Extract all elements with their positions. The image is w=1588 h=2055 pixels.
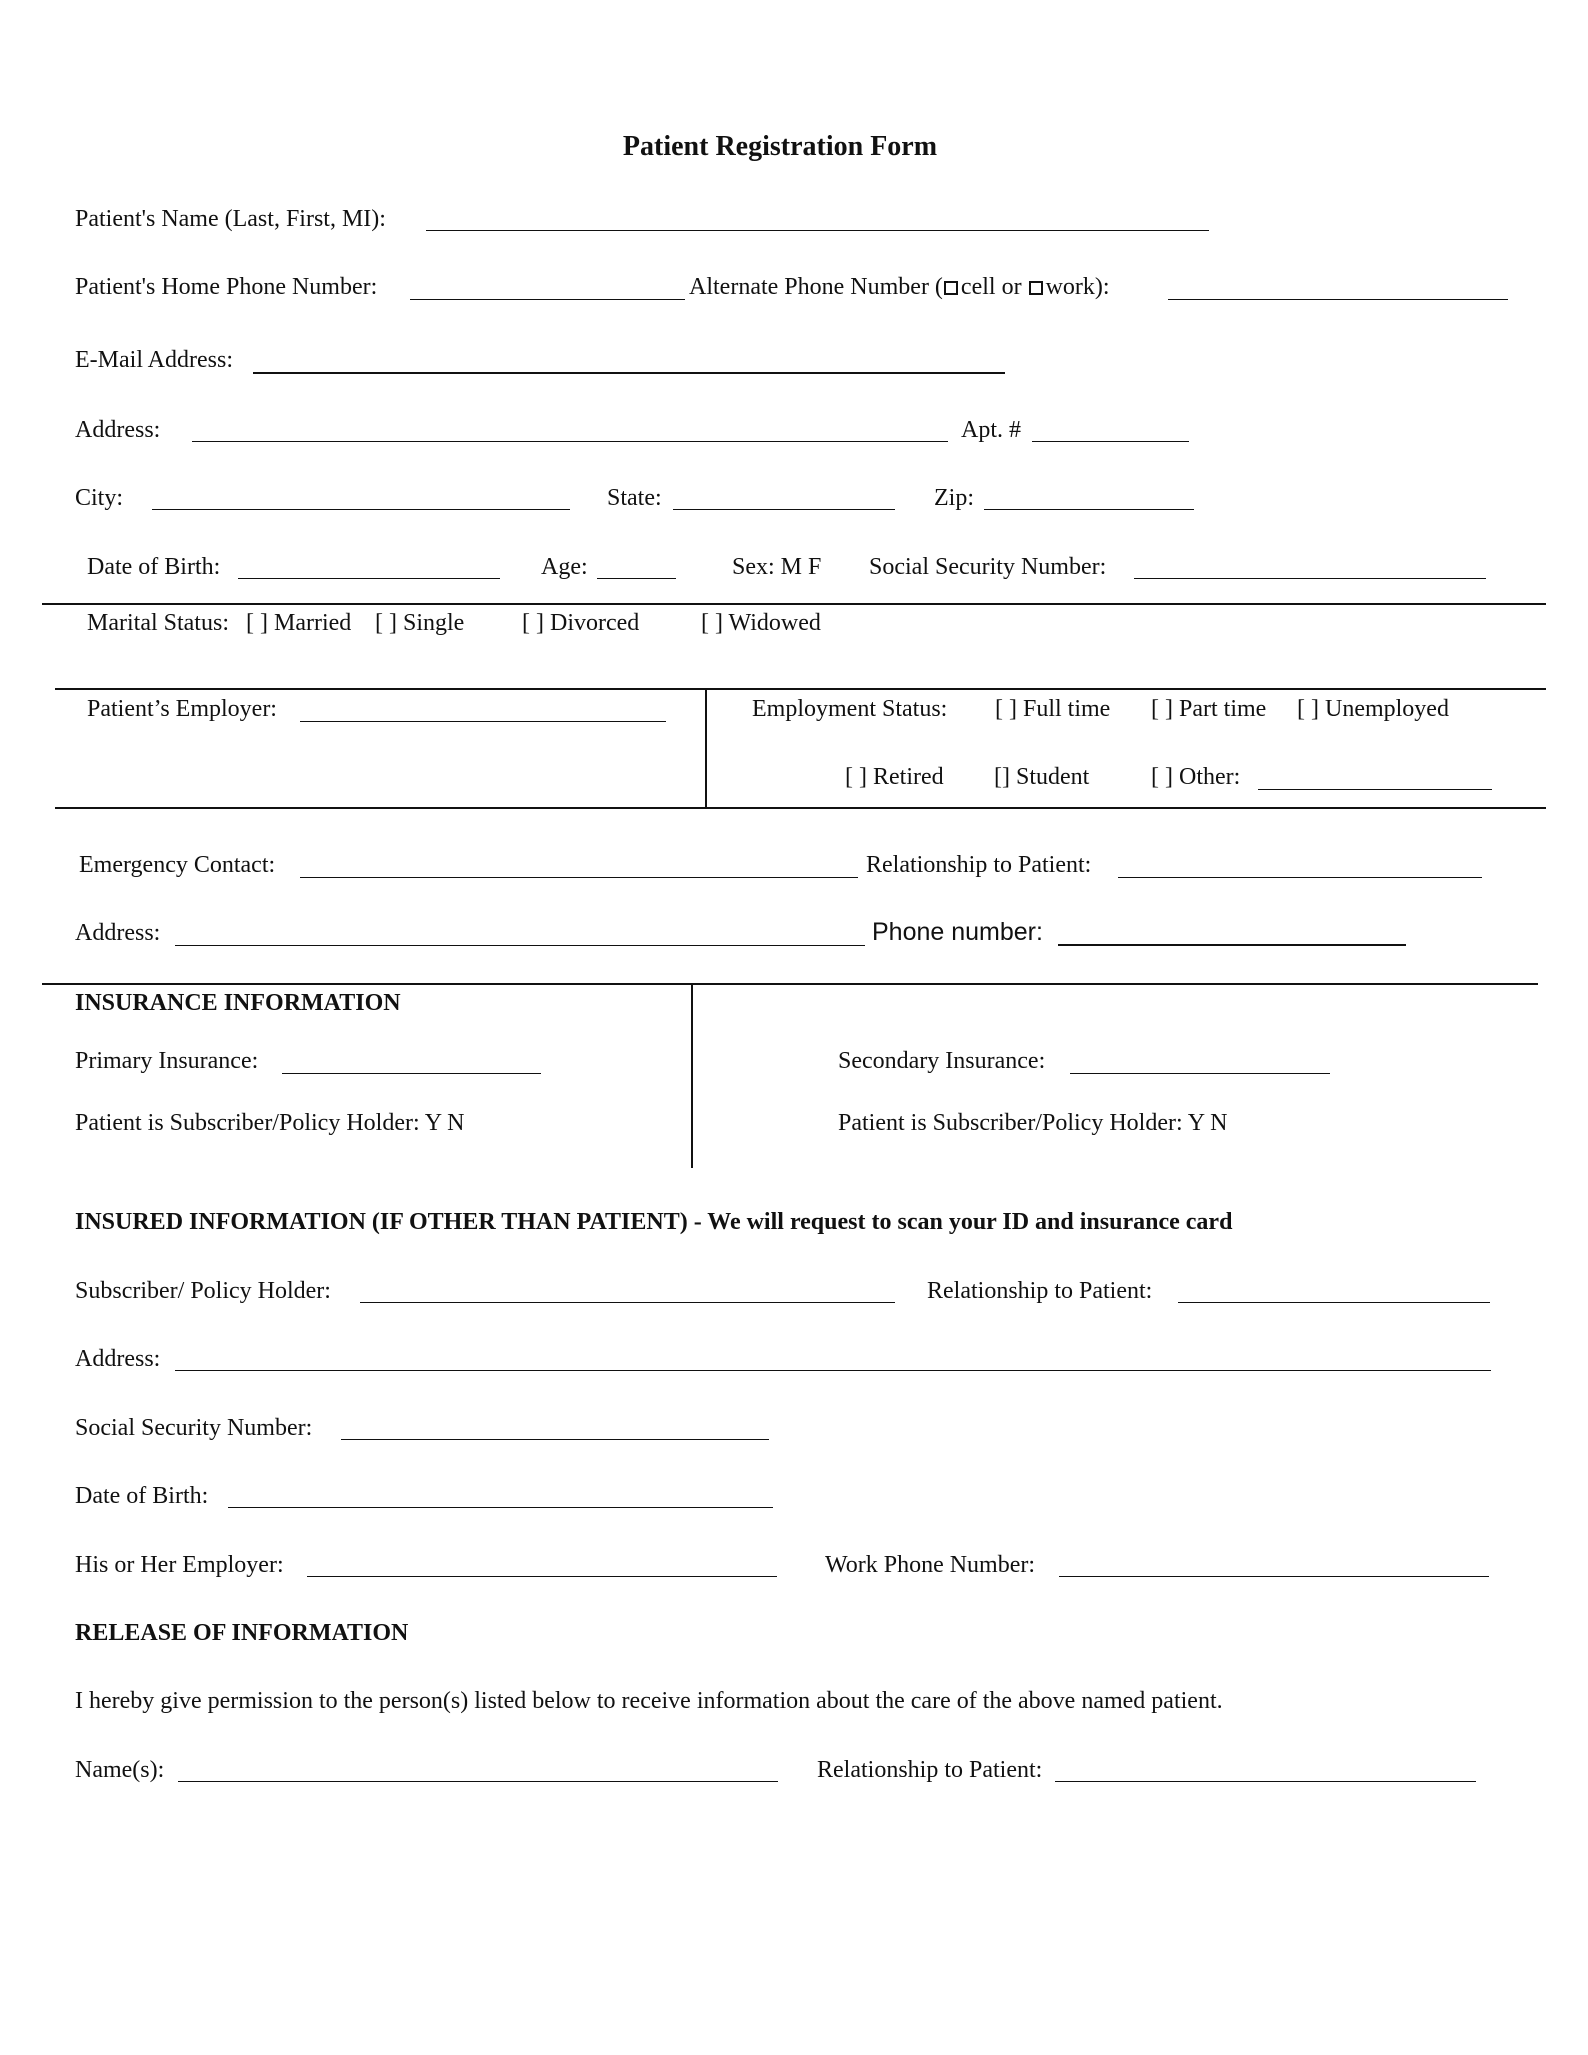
insured-address-field[interactable] bbox=[175, 1370, 1491, 1371]
employment-option-part-time[interactable]: [ ] Part time bbox=[1151, 696, 1267, 722]
employment-other-field[interactable] bbox=[1258, 789, 1492, 790]
employment-status-label: Employment Status: bbox=[752, 696, 948, 722]
marital-option-widowed[interactable]: [ ] Widowed bbox=[701, 610, 821, 636]
email-field[interactable] bbox=[253, 372, 1005, 374]
release-names-label: Name(s): bbox=[75, 1757, 165, 1783]
age-label: Age: bbox=[541, 554, 588, 580]
employer-label: Patient’s Employer: bbox=[87, 696, 277, 722]
insured-dob-field[interactable] bbox=[228, 1507, 773, 1508]
insured-employer-field[interactable] bbox=[307, 1576, 777, 1577]
insured-heading: INSURED INFORMATION (IF OTHER THAN PATIENT) - We will request to scan your ID and insurance card bbox=[75, 1209, 1233, 1235]
primary-insurance-field[interactable] bbox=[282, 1073, 541, 1074]
home-phone-label: Patient's Home Phone Number: bbox=[75, 274, 378, 300]
alt-phone-field[interactable] bbox=[1168, 299, 1508, 300]
city-field[interactable] bbox=[152, 509, 570, 510]
ssn-field[interactable] bbox=[1134, 578, 1486, 579]
page-title: Patient Registration Form bbox=[622, 131, 938, 162]
zip-field[interactable] bbox=[984, 509, 1194, 510]
primary-subscriber-yn[interactable]: Patient is Subscriber/Policy Holder: Y N bbox=[75, 1110, 465, 1136]
divider bbox=[691, 983, 693, 1168]
employment-option-full-time[interactable]: [ ] Full time bbox=[995, 696, 1111, 722]
emergency-phone-label: Phone number: bbox=[872, 918, 1043, 946]
insured-relationship-field[interactable] bbox=[1178, 1302, 1490, 1303]
emergency-contact-label: Emergency Contact: bbox=[79, 852, 276, 878]
apt-label: Apt. # bbox=[961, 417, 1021, 443]
marital-option-married[interactable]: [ ] Married bbox=[246, 610, 352, 636]
work-checkbox[interactable] bbox=[1029, 281, 1043, 295]
secondary-subscriber-yn[interactable]: Patient is Subscriber/Policy Holder: Y N bbox=[838, 1110, 1228, 1136]
cell-checkbox[interactable] bbox=[944, 281, 958, 295]
release-names-field[interactable] bbox=[178, 1781, 778, 1782]
insured-relationship-label: Relationship to Patient: bbox=[927, 1278, 1153, 1304]
employment-option-other[interactable]: [ ] Other: bbox=[1151, 764, 1241, 790]
apt-field[interactable] bbox=[1032, 441, 1189, 442]
home-phone-field[interactable] bbox=[410, 299, 685, 300]
employer-field[interactable] bbox=[300, 721, 666, 722]
state-field[interactable] bbox=[673, 509, 895, 510]
insured-dob-label: Date of Birth: bbox=[75, 1483, 209, 1509]
zip-label: Zip: bbox=[934, 485, 974, 511]
policy-holder-field[interactable] bbox=[360, 1302, 895, 1303]
insured-ssn-label: Social Security Number: bbox=[75, 1415, 313, 1441]
emergency-phone-field[interactable] bbox=[1058, 944, 1406, 946]
divider bbox=[42, 983, 1538, 985]
employment-option-student[interactable]: [] Student bbox=[994, 764, 1090, 790]
divider bbox=[55, 807, 1546, 809]
primary-insurance-label: Primary Insurance: bbox=[75, 1048, 259, 1074]
employment-option-unemployed[interactable]: [ ] Unemployed bbox=[1297, 696, 1449, 722]
secondary-insurance-label: Secondary Insurance: bbox=[838, 1048, 1046, 1074]
release-heading: RELEASE OF INFORMATION bbox=[75, 1620, 409, 1646]
emergency-relationship-field[interactable] bbox=[1118, 877, 1482, 878]
emergency-contact-field[interactable] bbox=[300, 877, 858, 878]
release-statement: I hereby give permission to the person(s) listed below to receive information about the care of the above named patient. bbox=[75, 1688, 1223, 1714]
insured-employer-label: His or Her Employer: bbox=[75, 1552, 284, 1578]
address-field[interactable] bbox=[192, 441, 948, 442]
policy-holder-label: Subscriber/ Policy Holder: bbox=[75, 1278, 331, 1304]
email-label: E-Mail Address: bbox=[75, 347, 233, 373]
insurance-heading: INSURANCE INFORMATION bbox=[75, 990, 401, 1016]
ssn-label: Social Security Number: bbox=[869, 554, 1107, 580]
marital-option-divorced[interactable]: [ ] Divorced bbox=[522, 610, 640, 636]
state-label: State: bbox=[607, 485, 662, 511]
employment-option-retired[interactable]: [ ] Retired bbox=[845, 764, 944, 790]
emergency-address-field[interactable] bbox=[175, 945, 865, 946]
work-phone-field[interactable] bbox=[1059, 1576, 1489, 1577]
dob-field[interactable] bbox=[238, 578, 500, 579]
marital-option-single[interactable]: [ ] Single bbox=[375, 610, 465, 636]
insured-address-label: Address: bbox=[75, 1346, 161, 1372]
work-phone-label: Work Phone Number: bbox=[825, 1552, 1036, 1578]
divider bbox=[705, 688, 707, 808]
address-label: Address: bbox=[75, 417, 161, 443]
patient-name-label: Patient's Name (Last, First, MI): bbox=[75, 206, 386, 232]
divider bbox=[42, 603, 1546, 605]
dob-label: Date of Birth: bbox=[87, 554, 221, 580]
emergency-address-label: Address: bbox=[75, 920, 161, 946]
secondary-insurance-field[interactable] bbox=[1070, 1073, 1330, 1074]
release-relationship-label: Relationship to Patient: bbox=[817, 1757, 1043, 1783]
city-label: City: bbox=[75, 485, 124, 511]
insured-ssn-field[interactable] bbox=[341, 1439, 769, 1440]
divider bbox=[55, 688, 1546, 690]
age-field[interactable] bbox=[597, 578, 676, 579]
marital-status-label: Marital Status: bbox=[87, 610, 229, 636]
sex-selector[interactable]: Sex: M F bbox=[732, 554, 822, 580]
release-relationship-field[interactable] bbox=[1055, 1781, 1476, 1782]
emergency-relationship-label: Relationship to Patient: bbox=[866, 852, 1092, 878]
patient-name-field[interactable] bbox=[426, 230, 1209, 231]
alt-phone-label: Alternate Phone Number ( cell or work): bbox=[689, 274, 1110, 300]
